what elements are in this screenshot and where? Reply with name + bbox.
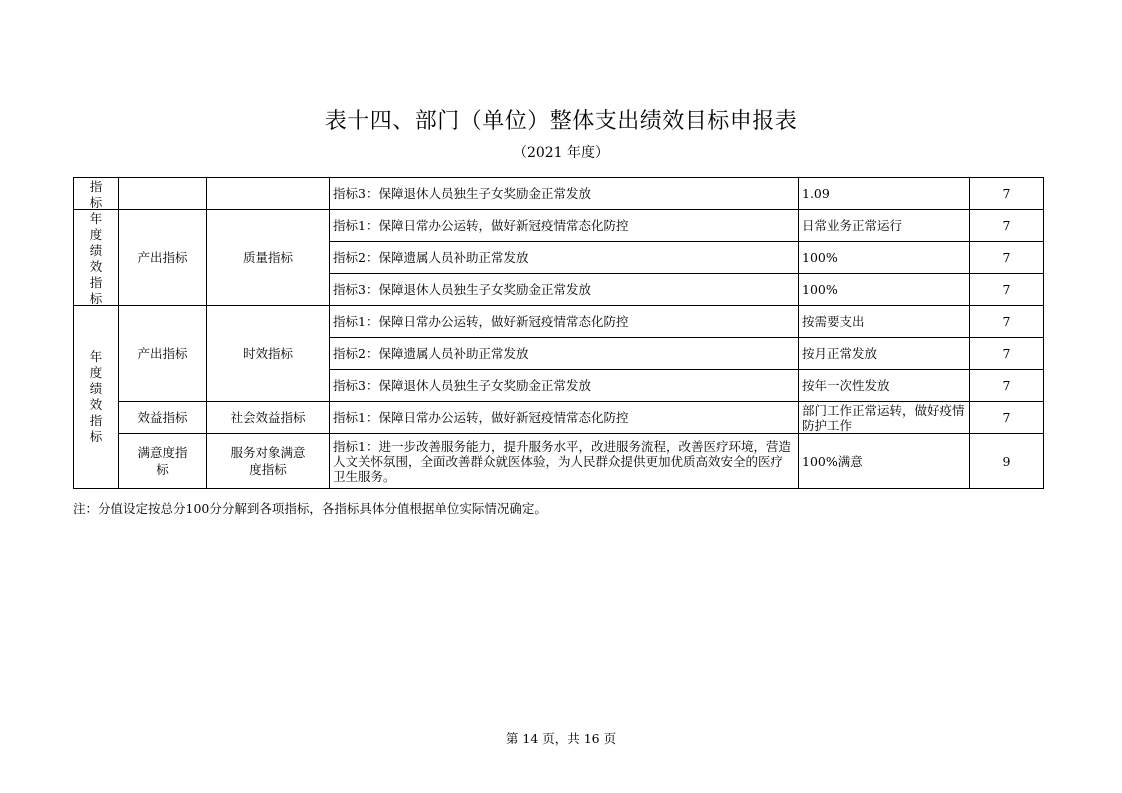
indicator-cell: 指标2：保障遗属人员补助正常发放 [330, 338, 799, 370]
page-subtitle: （2021 年度） [512, 145, 610, 161]
performance-table [73, 177, 1044, 489]
level2-cell [207, 434, 330, 489]
value-cell: 按年一次性发放 [799, 370, 970, 402]
table-row [74, 434, 1044, 489]
footnote: 注：分值设定按总分100分分解到各项指标，各指标具体分值根据单位实际情况确定。 [73, 501, 547, 516]
score-cell: 7 [970, 338, 1044, 370]
value-cell: 100% [799, 274, 970, 306]
level1-cell [119, 178, 207, 210]
indicator-cell: 指标1：保障日常办公运转，做好新冠疫情常态化防控 [330, 402, 799, 434]
level1-text: 满意度指标 [137, 445, 188, 477]
indicator-cell: 指标1：进一步改善服务能力，提升服务水平，改进服务流程，改善医疗环境，营造人文关怀氛围，全面改善群众就医体验，为人民群众提供更加优质高效安全的医疗卫生服务。 [330, 434, 799, 489]
value-cell: 按需要支出 [799, 306, 970, 338]
score-cell: 7 [970, 274, 1044, 306]
value-cell: 1.09 [799, 178, 970, 210]
indicator-cell: 指标3：保障退休人员独生子女奖励金正常发放 [330, 370, 799, 402]
value-cell: 100%满意 [799, 434, 970, 489]
indicator-cell: 指标3：保障退休人员独生子女奖励金正常发放 [330, 178, 799, 210]
score-cell: 9 [970, 434, 1044, 489]
score-cell: 7 [970, 210, 1044, 242]
section-label: 年度绩效指标 [89, 210, 103, 305]
section-label-cell [74, 306, 119, 489]
table-row [74, 178, 1044, 210]
value-cell: 日常业务正常运行 [799, 210, 970, 242]
value-cell: 按月正常发放 [799, 338, 970, 370]
score-cell: 7 [970, 370, 1044, 402]
indicator-cell: 指标1：保障日常办公运转，做好新冠疫情常态化防控 [330, 210, 799, 242]
value-text: 部门工作正常运转，做好疫情防护工作 [802, 402, 965, 433]
value-cell: 100% [799, 242, 970, 274]
level2-cell: 社会效益指标 [207, 402, 330, 434]
indicator-cell: 指标3：保障退休人员独生子女奖励金正常发放 [330, 274, 799, 306]
section-label-cell [74, 210, 119, 306]
level2-cell: 时效指标 [207, 306, 330, 402]
table-row [74, 402, 1044, 434]
section-label: 年度绩效指标 [89, 349, 103, 444]
level1-cell: 产出指标 [119, 210, 207, 306]
table-row [74, 306, 1044, 338]
level1-cell: 产出指标 [119, 306, 207, 402]
score-cell: 7 [970, 402, 1044, 434]
level1-cell: 效益指标 [119, 402, 207, 434]
value-cell [799, 402, 970, 434]
section-label: 指标 [89, 178, 103, 209]
level2-cell [207, 178, 330, 210]
level2-text: 服务对象满意度指标 [230, 445, 306, 477]
level1-cell [119, 434, 207, 489]
section-label-cell [74, 178, 119, 210]
score-cell: 7 [970, 178, 1044, 210]
page-number: 第 14 页，共 16 页 [505, 731, 617, 746]
indicator-cell: 指标1：保障日常办公运转，做好新冠疫情常态化防控 [330, 306, 799, 338]
page-title: 表十四、部门（单位）整体支出绩效目标申报表 [324, 109, 798, 134]
score-cell: 7 [970, 242, 1044, 274]
score-cell: 7 [970, 306, 1044, 338]
table-row [74, 210, 1044, 242]
level2-cell: 质量指标 [207, 210, 330, 306]
indicator-cell: 指标2：保障遗属人员补助正常发放 [330, 242, 799, 274]
